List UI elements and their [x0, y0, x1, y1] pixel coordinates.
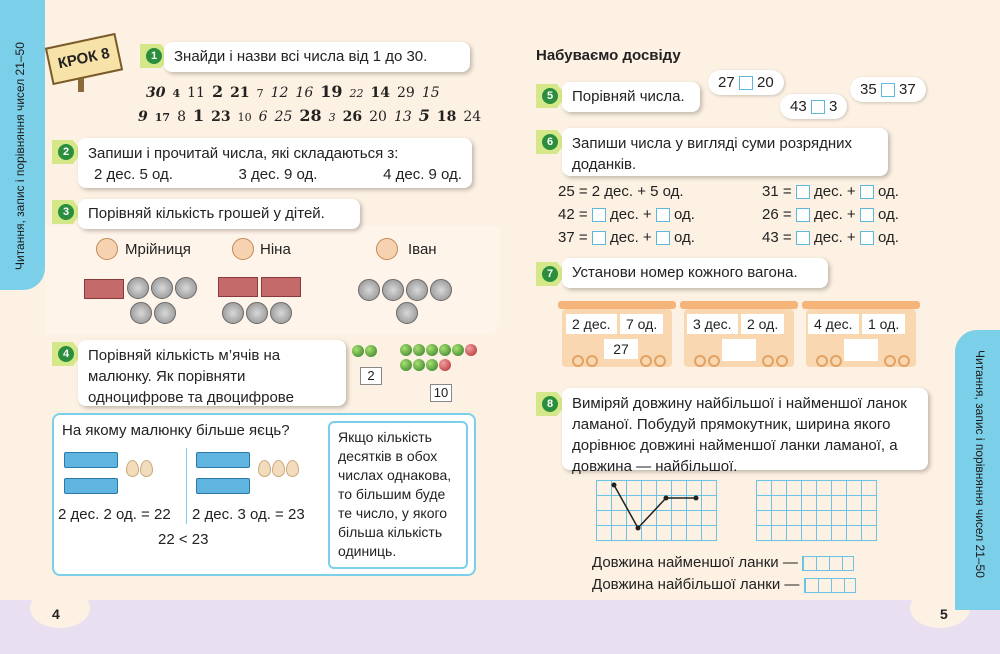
balls-large-group [400, 344, 484, 374]
egg-icon [286, 460, 299, 477]
egg-tray-icon [64, 452, 118, 468]
task-1-number: 14 [370, 85, 390, 101]
task-1-number: 18 [436, 109, 457, 125]
task-4-box-a: 2 [360, 367, 382, 385]
ball-icon [426, 344, 438, 356]
task-8-prompt: Виміряй довжину найбільшої і найменшої ланок ламаної. Побудуй прямокутник, ширина якого дорівнює довжині найменшої ланки ламаної, а довжина — найбільшої. [562, 388, 928, 470]
kid-name-nina: Ніна [260, 241, 291, 258]
eggs-question: На якому малюнку більше яєць? [62, 422, 290, 439]
ball-icon [465, 344, 477, 356]
ball-icon [426, 359, 438, 371]
coin-icon [270, 302, 292, 324]
coin-icon [382, 279, 404, 301]
car-1-answer: 27 [604, 339, 638, 359]
wheel-icon [776, 355, 788, 367]
train-roof [680, 301, 798, 309]
krok-sign: КРОК 8 [45, 33, 123, 85]
shortest-label: Довжина найменшої ланки — [592, 554, 798, 571]
longest-segment-line [592, 576, 856, 593]
wheel-icon [694, 355, 706, 367]
task-6-row [558, 206, 695, 223]
money-mriinytsia [84, 277, 199, 304]
coin-icon [358, 279, 380, 301]
plus-sign: + [846, 183, 856, 200]
kid-ivan-avatar [376, 238, 398, 260]
wheel-icon [654, 355, 666, 367]
task-1-number: 2 [211, 82, 224, 101]
task-1-number: 13 [393, 109, 412, 125]
task-5-badge: 5 [536, 84, 566, 108]
page-number-left: 4 [52, 606, 60, 622]
car-1-dec: 2 дес. [566, 314, 617, 334]
wheel-icon [640, 355, 652, 367]
ball-icon [413, 344, 425, 356]
task-6-number: 43 = [762, 229, 792, 246]
coin-icon [396, 302, 418, 324]
egg-icon [140, 460, 153, 477]
plus-sign: + [642, 229, 652, 246]
compare-left: 27 [718, 74, 735, 91]
task-1-numbers-row-1 [146, 82, 447, 101]
egg-icon [258, 460, 271, 477]
coin-icon [175, 277, 197, 299]
egg-tray-icon [196, 452, 250, 468]
task-7-badge: 7 [536, 262, 566, 286]
plus-sign: + [642, 206, 652, 223]
task-1-number: 20 [369, 109, 387, 125]
task-1-number: 25 [274, 109, 293, 125]
answer-blank[interactable] [860, 185, 874, 199]
coin-icon [406, 279, 428, 301]
banknote-icon [84, 279, 124, 299]
task-4-badge: 4 [52, 342, 82, 366]
car-2-od: 2 од. [741, 314, 784, 334]
car-3-od: 1 од. [862, 314, 905, 334]
task-3-badge: 3 [52, 200, 82, 224]
longest-answer-cells[interactable] [804, 578, 856, 593]
dec-label: дес. [813, 183, 843, 200]
task-1-number: 12 [270, 85, 289, 101]
coin-icon [430, 279, 452, 301]
wheel-icon [898, 355, 910, 367]
train-roof [802, 301, 920, 309]
task-1-number: 17 [154, 111, 171, 124]
task-1-number: 11 [187, 85, 205, 101]
compare-blank[interactable] [881, 83, 895, 97]
eggs-divider [186, 448, 187, 524]
answer-blank[interactable] [592, 208, 606, 222]
wheel-icon [816, 355, 828, 367]
task-6-row [762, 206, 899, 223]
bottom-band [0, 600, 1000, 654]
answer-blank[interactable] [860, 231, 874, 245]
wheel-icon [884, 355, 896, 367]
wheel-icon [708, 355, 720, 367]
banknote-icon [261, 277, 301, 297]
compare-right: 20 [757, 74, 774, 91]
ball-icon [400, 344, 412, 356]
task-1-number: 30 [146, 85, 166, 101]
polyline-figure [596, 480, 717, 541]
task-2-item: 4 дес. 9 од. [383, 166, 462, 183]
car-3-dec: 4 дес. [808, 314, 859, 334]
balls-small-group [352, 344, 378, 362]
ball-icon [439, 359, 451, 371]
ball-icon [439, 344, 451, 356]
page-corner-left [30, 588, 90, 628]
task-1-number: 10 [237, 111, 252, 124]
task-2-prompt: Запиши і прочитай числа, які складаються з: [88, 145, 399, 162]
dec-label: дес. [813, 229, 843, 246]
task-1-number: 8 [177, 109, 186, 125]
kid-name-mriinytsia: Мрійниця [125, 241, 191, 258]
eggs-eq-1: 2 дес. 2 од. = 22 [58, 506, 171, 523]
answer-blank[interactable] [592, 231, 606, 245]
task-1-number: 23 [211, 109, 231, 125]
task-1-number: 3 [328, 111, 336, 124]
loose-eggs-left [126, 460, 154, 482]
task-1-number: 4 [172, 87, 181, 100]
task-1-number: 28 [299, 106, 322, 125]
money-nina-row2 [222, 302, 294, 329]
car-2-answer-blank[interactable] [722, 339, 756, 361]
money-mriinytsia-row2 [130, 302, 178, 329]
compare-right: 37 [899, 81, 916, 98]
od-label: од. [878, 229, 899, 246]
compare-right: 3 [829, 98, 838, 115]
task-1-number: 26 [342, 109, 363, 125]
money-ivan-row2 [396, 302, 420, 329]
right-heading: Набуваємо досвіду [536, 47, 681, 64]
task-1-number: 16 [295, 85, 314, 101]
dec-label: дес. [609, 206, 639, 223]
task-1-number: 9 [138, 109, 148, 125]
ball-icon [365, 345, 377, 357]
egg-icon [126, 460, 139, 477]
task-1-badge: 1 [140, 44, 170, 68]
task-6-number: 37 = [558, 229, 588, 246]
plus-sign: + [846, 206, 856, 223]
task-1-number: 6 [258, 109, 268, 125]
ball-icon [400, 359, 412, 371]
rectangle-grid[interactable] [756, 480, 877, 541]
task-3-prompt: Порівняй кількість грошей у дітей. [78, 199, 360, 229]
task-4-box-b: 10 [430, 384, 452, 402]
task-6-number: 26 = [762, 206, 792, 223]
task-1-number: 15 [421, 85, 440, 101]
wheel-icon [762, 355, 774, 367]
loose-eggs-right [258, 460, 300, 482]
task-8-badge: 8 [536, 392, 566, 416]
kid-mriinytsia-avatar [96, 238, 118, 260]
task-2-box [78, 138, 472, 188]
ball-icon [452, 344, 464, 356]
task-6-row-given: 25 = 2 дес. + 5 од. [558, 183, 684, 200]
answer-blank[interactable] [796, 208, 810, 222]
dec-label: дес. [813, 206, 843, 223]
answer-blank[interactable] [796, 231, 810, 245]
task-1-prompt: Знайди і назви всі числа від 1 до 30. [164, 42, 470, 72]
task-1-number: 22 [349, 87, 364, 100]
egg-icon [272, 460, 285, 477]
answer-blank[interactable] [860, 208, 874, 222]
od-label: од. [878, 183, 899, 200]
od-label: од. [878, 206, 899, 223]
task-6-row [762, 183, 899, 200]
longest-label: Довжина найбільшої ланки — [592, 576, 800, 593]
task-6-row [558, 229, 695, 246]
coin-icon [130, 302, 152, 324]
task-6-badge: 6 [536, 130, 566, 154]
wheel-icon [586, 355, 598, 367]
task-1-number: 5 [418, 106, 430, 125]
coin-icon [222, 302, 244, 324]
eggs-compare: 22 < 23 [158, 531, 209, 548]
task-1-number: 1 [192, 106, 205, 125]
answer-blank[interactable] [656, 231, 670, 245]
egg-tray-icon [64, 478, 118, 494]
coin-icon [154, 302, 176, 324]
plus-sign: + [846, 229, 856, 246]
od-label: од. [674, 229, 695, 246]
banknote-icon [218, 277, 258, 297]
egg-tray-icon [196, 478, 250, 494]
wheel-icon [572, 355, 584, 367]
task-6-row [762, 229, 899, 246]
side-tab-left-text: Читання, запис і порівняння чисел 21–50 [13, 42, 27, 270]
shortest-answer-cells[interactable] [802, 556, 854, 571]
task-1-number: 24 [463, 109, 482, 125]
task-1-numbers-row-2 [138, 106, 488, 125]
task-2-item: 3 дес. 9 од. [238, 166, 318, 183]
car-2-dec: 3 дес. [687, 314, 738, 334]
wheel-icon [830, 355, 842, 367]
side-tab-right-text: Читання, запис і порівняння чисел 21–50 [973, 350, 987, 578]
task-4-prompt: Порівняй кількість м’ячів на малюнку. Як порівняти одноцифрове та двоцифрове [78, 340, 346, 406]
ball-icon [352, 345, 364, 357]
compare-cloud-3 [850, 77, 926, 102]
answer-blank[interactable] [656, 208, 670, 222]
answer-blank[interactable] [796, 185, 810, 199]
car-3-answer-blank[interactable] [844, 339, 878, 361]
task-7-prompt: Установи номер кожного вагона. [562, 258, 828, 288]
train-roof [558, 301, 676, 309]
task-6-number: 42 = [558, 206, 588, 223]
task-1-number: 7 [256, 87, 264, 100]
coin-icon [151, 277, 173, 299]
compare-blank[interactable] [811, 100, 825, 114]
coin-icon [246, 302, 268, 324]
coin-icon [127, 277, 149, 299]
compare-left: 35 [860, 81, 877, 98]
compare-cloud-2 [780, 94, 847, 119]
dec-label: дес. [609, 229, 639, 246]
shortest-segment-line [592, 554, 854, 571]
od-label: од. [674, 206, 695, 223]
rule-box: Якщо кількість десятків в обох числах однакова, то більшим буде те число, у якого більша кількість одиниць. [328, 421, 468, 569]
task-1-number: 29 [397, 85, 415, 101]
compare-blank[interactable] [739, 76, 753, 90]
eggs-eq-2: 2 дес. 3 од. = 23 [192, 506, 305, 523]
task-2-badge: 2 [52, 140, 82, 164]
kid-nina-avatar [232, 238, 254, 260]
task-2-item: 2 дес. 5 од. [94, 166, 173, 183]
kid-name-ivan: Іван [408, 241, 437, 258]
task-1-number: 21 [230, 85, 250, 101]
compare-left: 43 [790, 98, 807, 115]
car-1-od: 7 од. [620, 314, 663, 334]
compare-cloud-1 [708, 70, 784, 95]
task-5-prompt: Порівняй числа. [562, 82, 700, 112]
task-1-number: 19 [320, 82, 343, 101]
money-nina [218, 277, 304, 302]
task-6-number: 31 = [762, 183, 792, 200]
task-6-prompt: Запиши числа у вигляді суми розрядних доданків. [562, 128, 888, 176]
ball-icon [413, 359, 425, 371]
page-number-right: 5 [940, 606, 948, 622]
